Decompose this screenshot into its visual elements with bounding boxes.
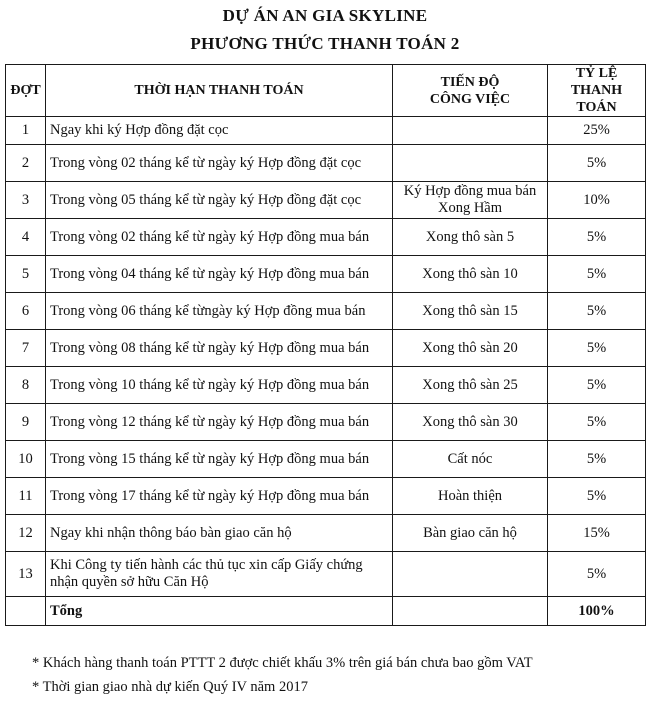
rate-cell: 5%	[548, 404, 646, 441]
rate-cell: 5%	[548, 552, 646, 597]
progress-cell: Xong thô sàn 10	[393, 256, 548, 293]
period-cell: 5	[6, 256, 46, 293]
progress-cell: Bàn giao căn hộ	[393, 515, 548, 552]
term-cell: Ngay khi ký Hợp đồng đặt cọc	[46, 117, 393, 145]
progress-cell: Xong thô sàn 15	[393, 293, 548, 330]
table-row	[6, 404, 646, 441]
period-cell: 6	[6, 293, 46, 330]
term-line1: Khi Công ty tiến hành các thủ tục xin cấp Giấy chứng	[50, 557, 363, 573]
progress-cell: Xong thô sàn 25	[393, 367, 548, 404]
term-cell: Trong vòng 15 tháng kể từ ngày ký Hợp đồng mua bán	[46, 441, 393, 478]
progress-cell: Xong thô sàn 30	[393, 404, 548, 441]
period-cell: 12	[6, 515, 46, 552]
table-row	[6, 478, 646, 515]
progress-cell: Xong thô sàn 20	[393, 330, 548, 367]
document-subtitle: PHƯƠNG THỨC THANH TOÁN 2	[190, 34, 460, 53]
rate-cell: 5%	[548, 145, 646, 182]
rate-cell: 10%	[548, 182, 646, 219]
progress-cell	[393, 117, 548, 145]
period-cell: 11	[6, 478, 46, 515]
term-cell: Trong vòng 12 tháng kể từ ngày ký Hợp đồng mua bán	[46, 404, 393, 441]
progress-cell	[393, 552, 548, 597]
header-period: ĐỢT	[6, 65, 46, 117]
rate-cell: 5%	[548, 367, 646, 404]
term-line2: nhận quyền sở hữu Căn Hộ	[50, 574, 209, 590]
header-rate	[548, 65, 646, 117]
table-row	[6, 145, 646, 182]
rate-cell: 5%	[548, 478, 646, 515]
table-row	[6, 117, 646, 145]
period-cell: 1	[6, 117, 46, 145]
table-row	[6, 219, 646, 256]
rate-cell: 5%	[548, 219, 646, 256]
table-row	[6, 515, 646, 552]
header-rate-line2: THANH TOÁN	[570, 83, 623, 115]
period-cell: 9	[6, 404, 46, 441]
period-cell: 7	[6, 330, 46, 367]
table-row	[6, 552, 646, 597]
header-rate-line1: TỶ LỆ	[575, 66, 618, 81]
progress-line1: Ký Hợp đồng mua bán	[403, 183, 537, 199]
progress-cell: Cất nóc	[393, 441, 548, 478]
header-progress	[393, 65, 548, 117]
header-progress-line2: CÔNG VIỆC	[429, 91, 511, 107]
payment-schedule-table	[5, 64, 646, 626]
period-cell: 10	[6, 441, 46, 478]
period-cell: 4	[6, 219, 46, 256]
term-cell: Trong vòng 02 tháng kể từ ngày ký Hợp đồng đặt cọc	[46, 145, 393, 182]
footnote-handover: * Thời gian giao nhà dự kiến Quý IV năm 2017	[32, 679, 308, 695]
table-row	[6, 256, 646, 293]
document-title: DỰ ÁN AN GIA SKYLINE	[222, 6, 428, 25]
progress-cell	[393, 182, 548, 219]
table-row	[6, 182, 646, 219]
total-label: Tổng	[46, 597, 393, 626]
header-term: THỜI HẠN THANH TOÁN	[46, 65, 393, 117]
period-cell: 2	[6, 145, 46, 182]
period-cell: 3	[6, 182, 46, 219]
term-cell: Trong vòng 17 tháng kể từ ngày ký Hợp đồng mua bán	[46, 478, 393, 515]
term-cell: Trong vòng 10 tháng kể từ ngày ký Hợp đồng mua bán	[46, 367, 393, 404]
rate-cell: 5%	[548, 256, 646, 293]
rate-cell: 5%	[548, 441, 646, 478]
rate-cell: 25%	[548, 117, 646, 145]
total-rate: 100%	[548, 597, 646, 626]
total-empty-cell	[393, 597, 548, 626]
table-row	[6, 330, 646, 367]
rate-cell: 5%	[548, 330, 646, 367]
term-cell: Ngay khi nhận thông báo bàn giao căn hộ	[46, 515, 393, 552]
period-cell: 8	[6, 367, 46, 404]
term-cell: Trong vòng 04 tháng kể từ ngày ký Hợp đồng mua bán	[46, 256, 393, 293]
table-row	[6, 441, 646, 478]
total-row	[6, 597, 646, 626]
term-cell: Trong vòng 06 tháng kể từngày ký Hợp đồng mua bán	[46, 293, 393, 330]
footnotes	[32, 651, 533, 699]
table-row	[6, 367, 646, 404]
period-cell: 13	[6, 552, 46, 597]
term-cell: Trong vòng 02 tháng kể từ ngày ký Hợp đồng mua bán	[46, 219, 393, 256]
progress-cell: Xong thô sàn 5	[393, 219, 548, 256]
header-progress-line1: TIẾN ĐỘ	[440, 74, 500, 90]
term-cell: Trong vòng 05 tháng kể từ ngày ký Hợp đồng đặt cọc	[46, 182, 393, 219]
progress-line2: Xong Hầm	[437, 200, 503, 216]
footnote-discount: * Khách hàng thanh toán PTTT 2 được chiết khấu 3% trên giá bán chưa bao gồm VAT	[32, 655, 533, 671]
total-empty-cell	[6, 597, 46, 626]
term-cell	[46, 552, 393, 597]
progress-cell: Hoàn thiện	[393, 478, 548, 515]
rate-cell: 5%	[548, 293, 646, 330]
term-cell: Trong vòng 08 tháng kể từ ngày ký Hợp đồng mua bán	[46, 330, 393, 367]
rate-cell: 15%	[548, 515, 646, 552]
table-header-row	[6, 65, 646, 117]
table-row	[6, 293, 646, 330]
progress-cell	[393, 145, 548, 182]
